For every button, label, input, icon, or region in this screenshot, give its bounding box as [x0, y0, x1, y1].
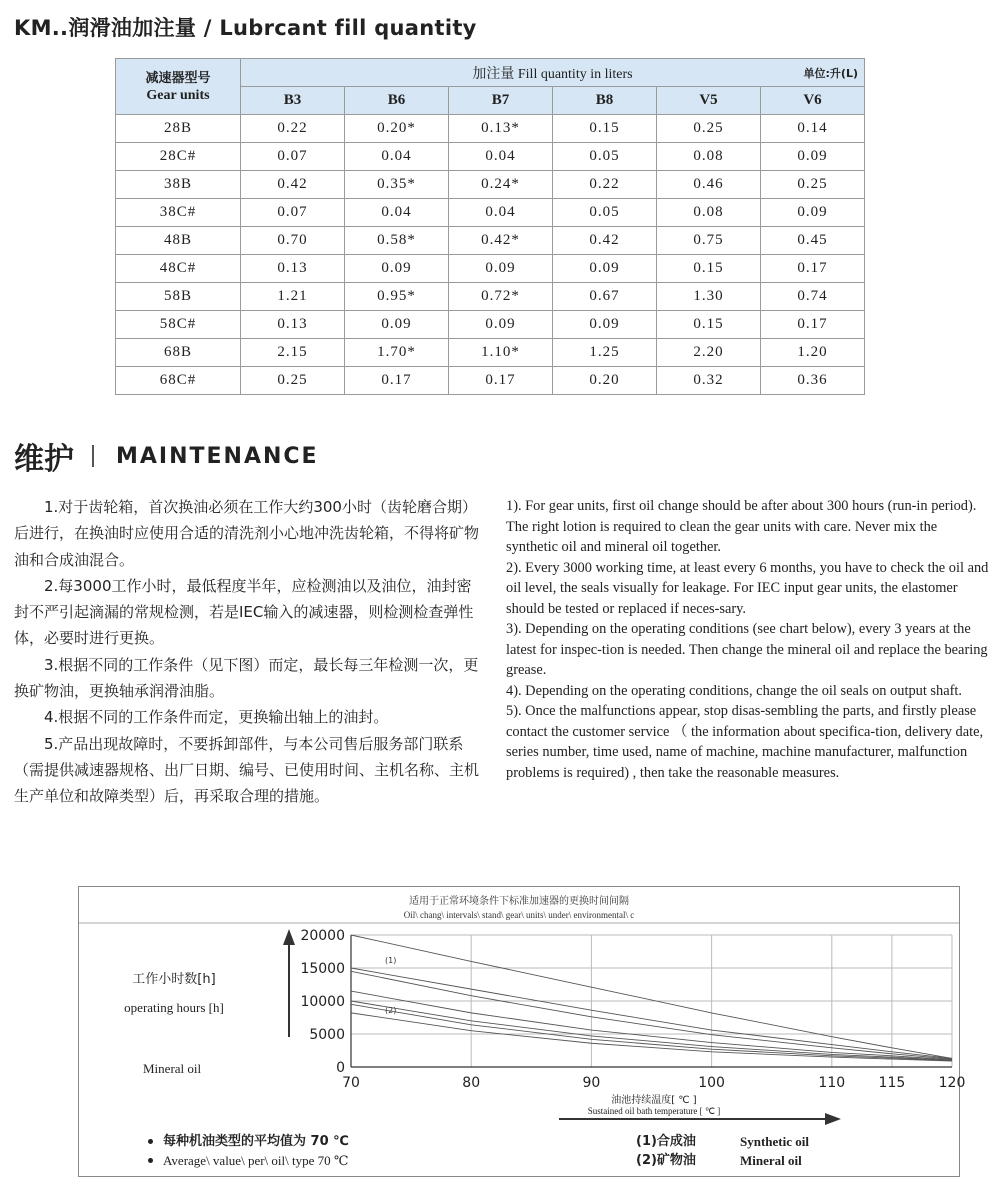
maintenance-item-cn: 3.根据不同的工作条件（见下图）而定，最长每三年检测一次，更换矿物油，更换轴承润滑油脂。: [14, 655, 479, 701]
value-cell: 0.13*: [449, 115, 553, 143]
x-tick-label: 115: [878, 1075, 906, 1091]
value-cell: 0.04: [345, 143, 449, 171]
mineral-cn: (2)矿物油: [636, 1153, 696, 1168]
band-label-synthetic: (1): [385, 956, 397, 965]
value-cell: 0.07: [241, 143, 345, 171]
chart-title: 适用于正常环境条件下标准加速器的更换时间间隔: [409, 896, 629, 907]
y-tick-label: 20000: [300, 928, 345, 944]
value-cell: 1.25: [553, 339, 657, 367]
column-header-v5: V5: [657, 87, 761, 115]
model-cell: 38B: [116, 171, 241, 199]
value-cell: 2.20: [657, 339, 761, 367]
maintenance-item-en: 5). Once the malfunctions appear, stop disas-sembling the parts, and firstly please contact the customer service （ the information about specifica-tion, delivery date, series number, time used, name of machine, machine manufacturer, malfunction problems is required) , then take the reasonable measures.: [506, 703, 984, 781]
note-cn: 每种机油类型的平均值为 70 ℃: [163, 1134, 349, 1149]
x-label-cn: 油池持续温度[ ℃ ]: [611, 1095, 697, 1106]
right-arrow-icon: [825, 1113, 841, 1125]
maintenance-item-en: 4). Depending on the operating conditions, change the oil seals on output shaft.: [506, 682, 963, 699]
value-cell: 0.09: [345, 311, 449, 339]
value-cell: 0.35*: [345, 171, 449, 199]
model-cell: 48C#: [116, 255, 241, 283]
value-cell: 0.45: [761, 227, 865, 255]
value-cell: 0.15: [657, 311, 761, 339]
value-cell: 0.05: [553, 199, 657, 227]
value-cell: 0.42*: [449, 227, 553, 255]
maintenance-item-cn: 5.产品出现故障时，不要拆卸部件，与本公司售后服务部门联系（需提供减速器规格、出厂日期、编号、已使用时间、主机名称、主机生产单位和故障类型）后，再采取合理的措施。: [14, 734, 480, 806]
bullet-icon: [148, 1139, 153, 1144]
fill-quantity-header: 加注量 Fill quantity in liters 单位:升(L): [241, 59, 865, 87]
maintenance-item-cn: 1.对于齿轮箱，首次换油必须在工作大约300小时（齿轮磨合期）后进行，在换油时应使用合适的清洗剂小心地冲洗齿轮箱，不得将矿物油和合成油混合。: [14, 498, 480, 569]
value-cell: 1.20: [761, 339, 865, 367]
maintenance-item-cn: 4.根据不同的工作条件而定，更换输出轴上的油封。: [44, 708, 389, 727]
bullet-icon: [148, 1158, 153, 1163]
model-cell: 58B: [116, 283, 241, 311]
value-cell: 0.05: [553, 143, 657, 171]
series-line-2: [351, 968, 952, 1058]
value-cell: 0.25: [241, 367, 345, 395]
value-cell: 1.10*: [449, 339, 553, 367]
maintenance-cn-text: [14, 494, 484, 810]
value-cell: 0.70: [241, 227, 345, 255]
table-row: [116, 311, 865, 339]
x-tick-label: 100: [698, 1075, 725, 1091]
table-row: [116, 367, 865, 395]
value-cell: 1.21: [241, 283, 345, 311]
table-row: [116, 339, 865, 367]
value-cell: 0.17: [761, 311, 865, 339]
value-cell: 0.20*: [345, 115, 449, 143]
value-cell: 0.17: [345, 367, 449, 395]
table-row: [116, 115, 865, 143]
model-cell: 58C#: [116, 311, 241, 339]
column-header-v6: V6: [761, 87, 865, 115]
y-label-cn: 工作小时数[h]: [132, 972, 216, 987]
maintenance-item-en: 3). Depending on the operating conditions (see chart below), every 3 years at the latest for inspec-tion is needed. Then change the mineral oil and replace the bearing grease.: [506, 621, 988, 678]
value-cell: 0.67: [553, 283, 657, 311]
unit-label: 单位:升(L): [803, 67, 858, 80]
table-row: [116, 143, 865, 171]
value-cell: 0.15: [657, 255, 761, 283]
series-line-5: [351, 1001, 952, 1060]
series-line-3: [351, 971, 952, 1059]
series-line-6: [351, 1004, 952, 1060]
column-header-b7: B7: [449, 87, 553, 115]
value-cell: 0.09: [553, 311, 657, 339]
value-cell: 0.15: [553, 115, 657, 143]
value-cell: 0.09: [449, 255, 553, 283]
fill-quantity-table: [115, 58, 865, 395]
mineral-en: Mineral oil: [740, 1153, 802, 1168]
y-tick-label: 10000: [300, 994, 345, 1010]
maintenance-heading: [14, 436, 319, 476]
value-cell: 0.25: [657, 115, 761, 143]
y-tick-label: 0: [336, 1060, 345, 1076]
value-cell: 0.17: [449, 367, 553, 395]
model-cell: 28B: [116, 115, 241, 143]
model-cell: 68C#: [116, 367, 241, 395]
value-cell: 0.22: [241, 115, 345, 143]
value-cell: 0.17: [761, 255, 865, 283]
value-cell: 0.09: [761, 199, 865, 227]
synthetic-en: Synthetic oil: [740, 1134, 809, 1149]
x-label-en: Sustained oil bath temperature [ ℃ ]: [587, 1106, 721, 1116]
value-cell: 0.36: [761, 367, 865, 395]
value-cell: 0.58*: [345, 227, 449, 255]
value-cell: 0.13: [241, 255, 345, 283]
synthetic-cn: (1)合成油: [636, 1134, 696, 1149]
value-cell: 0.08: [657, 143, 761, 171]
page-title: KM..润滑油加注量 / Lubrcant fill quantity: [14, 16, 477, 40]
value-cell: 0.04: [345, 199, 449, 227]
value-cell: 0.42: [241, 171, 345, 199]
table-row: [116, 227, 865, 255]
gear-units-header: 减速器型号 Gear units: [116, 59, 241, 115]
band-label-mineral: (2): [385, 1006, 397, 1015]
note-en: Average\ value\ per\ oil\ type 70 ℃: [163, 1153, 349, 1168]
value-cell: 0.32: [657, 367, 761, 395]
value-cell: 0.24*: [449, 171, 553, 199]
y-tick-label: 5000: [309, 1027, 345, 1043]
maintenance-heading-cn: 维护: [14, 442, 74, 477]
series-line-1: [351, 935, 952, 1058]
model-cell: 38C#: [116, 199, 241, 227]
mineral-oil-label: Mineral oil: [143, 1061, 202, 1076]
y-label-en: operating hours [h]: [124, 1000, 224, 1015]
model-cell: 68B: [116, 339, 241, 367]
value-cell: 1.70*: [345, 339, 449, 367]
value-cell: 1.30: [657, 283, 761, 311]
up-arrow-icon: [283, 929, 295, 945]
column-header-b8: B8: [553, 87, 657, 115]
value-cell: 0.04: [449, 199, 553, 227]
column-header-b6: B6: [345, 87, 449, 115]
maintenance-item-en: 1). For gear units, first oil change should be after about 300 hours (run-in period). The right lotion is required to clean the gear units with care. Never mix the synthetic oil and mineral oil together.: [506, 498, 977, 555]
maintenance-heading-en: MAINTENANCE: [116, 443, 319, 469]
x-tick-label: 90: [582, 1075, 601, 1091]
chart-subtitle: Oil\ chang\ intervals\ stand\ gear\ units\ under\ environmental\ c: [403, 910, 635, 920]
value-cell: 0.07: [241, 199, 345, 227]
table-row: [116, 283, 865, 311]
heading-divider: [92, 445, 94, 467]
value-cell: 0.75: [657, 227, 761, 255]
chart-note: [148, 1132, 349, 1170]
value-cell: 0.46: [657, 171, 761, 199]
value-cell: 0.09: [761, 143, 865, 171]
maintenance-item-cn: 2.每3000工作小时，最低程度半年，应检测油以及油位，油封密封不严引起滴漏的常规检测，若是IEC输入的减速器，则检测检查弹性体，必要时进行更换。: [14, 576, 474, 648]
value-cell: 0.20: [553, 367, 657, 395]
table-row: [116, 255, 865, 283]
value-cell: 0.74: [761, 283, 865, 311]
value-cell: 0.09: [345, 255, 449, 283]
value-cell: 0.09: [553, 255, 657, 283]
model-cell: 48B: [116, 227, 241, 255]
value-cell: 0.95*: [345, 283, 449, 311]
value-cell: 0.22: [553, 171, 657, 199]
x-tick-label: 120: [938, 1075, 966, 1091]
value-cell: 0.09: [449, 311, 553, 339]
maintenance-en-text: [506, 496, 990, 783]
maintenance-item-en: 2). Every 3000 working time, at least every 6 months, you have to check the oil and oil level, the seals visually for leakage. For IEC input gear units, the elastomer should be tested or replaced if neces-sary.: [506, 559, 989, 617]
oil-type-legend: [636, 1132, 809, 1170]
value-cell: 0.42: [553, 227, 657, 255]
value-cell: 0.72*: [449, 283, 553, 311]
x-tick-label: 70: [342, 1075, 360, 1091]
value-cell: 0.13: [241, 311, 345, 339]
value-cell: 0.08: [657, 199, 761, 227]
column-header-b3: B3: [241, 87, 345, 115]
model-cell: 28C#: [116, 143, 241, 171]
value-cell: 2.15: [241, 339, 345, 367]
y-tick-label: 15000: [300, 961, 345, 977]
value-cell: 0.04: [449, 143, 553, 171]
value-cell: 0.14: [761, 115, 865, 143]
table-row: [116, 199, 865, 227]
table-row: [116, 171, 865, 199]
value-cell: 0.25: [761, 171, 865, 199]
x-tick-label: 80: [462, 1075, 481, 1091]
x-tick-label: 110: [818, 1075, 846, 1091]
